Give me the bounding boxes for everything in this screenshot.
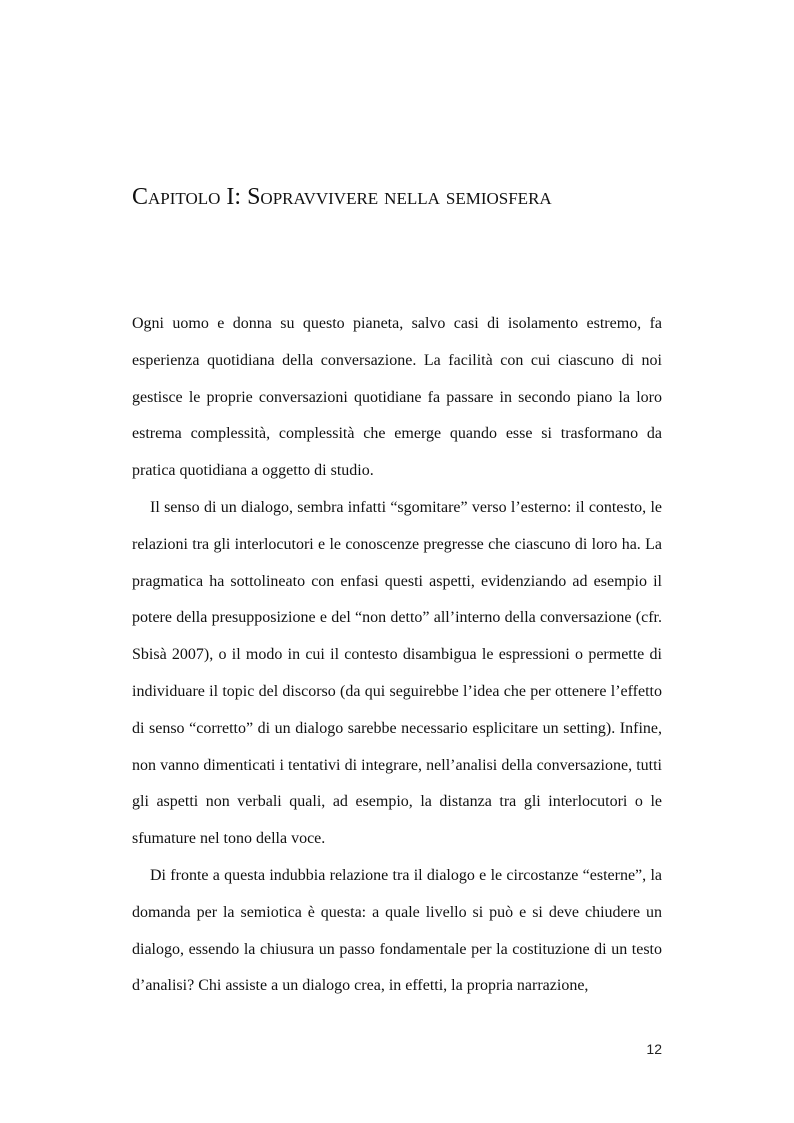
paragraph-1: Ogni uomo e donna su questo pianeta, salvo casi di isolamento estremo, fa esperienza quotidiana della conversazione. La facilità con cui ciascuno di noi gestisce le proprie conversazioni quotidiane fa passare in secondo piano la loro estrema complessità, complessità che emerge quando esse si trasformano da pratica quotidiana a oggetto di studio. xyxy=(132,315,662,480)
page-number: 12 xyxy=(646,1041,662,1057)
body-text xyxy=(132,306,662,1005)
paragraph-3: Di fronte a questa indubbia relazione tra il dialogo e le circostanze “esterne”, la domanda per la semiotica è questa: a quale livello si può e si deve chiudere un dialogo, essendo la chiusura un passo fondamentale per la costituzione di un testo d’analisi? Chi assiste a un dialogo crea, in effetti, la propria narrazione, xyxy=(132,866,662,995)
chapter-title: Capitolo I: Sopravvivere nella semiosfera xyxy=(132,184,552,210)
paragraph-2: Il senso di un dialogo, sembra infatti “sgomitare” verso l’esterno: il contesto, le relazioni tra gli interlocutori e le conoscenze pregresse che ciascuno di loro ha. La pragmatica ha sottolineato con enfasi questi aspetti, evidenziando ad esempio il potere della presupposizione e del “non detto” all’interno della conversazione (cfr. Sbisà 2007), o il modo in cui il contesto disambigua le espressioni o permette di individuare il topic del discorso (da qui seguirebbe l’idea che per ottenere l’effetto di senso “corretto” di un dialogo sarebbe necessario esplicitare un setting). Infine, non vanno dimenticati i tentativi di integrare, nell’analisi della conversazione, tutti gli aspetti non verbali quali, ad esempio, la distanza tra gli interlocutori o le sfumature nel tono della voce. xyxy=(132,498,662,848)
